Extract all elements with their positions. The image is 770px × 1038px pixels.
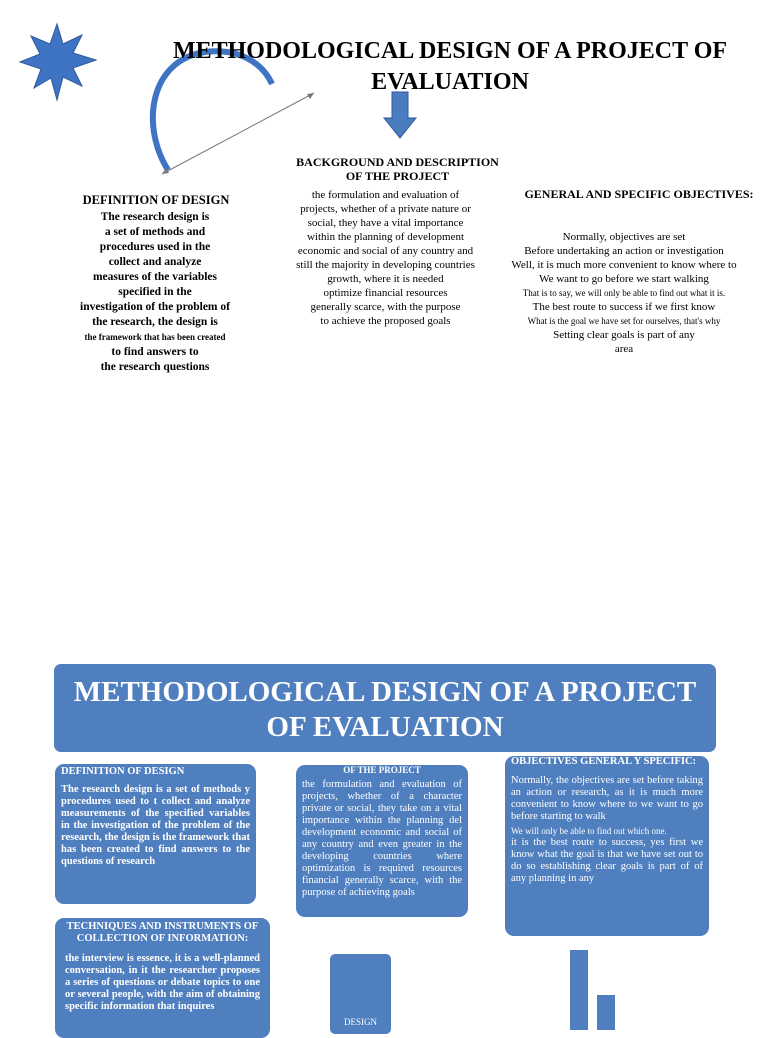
background-line: social, they have a vital importance <box>307 217 464 229</box>
poster-background-text: the formulation and evaluation of projects, whether of a character private or social, they take on a vital importance within the planning del development economic and social of any country and even greater in the developing countries where optimization is required resources financial generally scarce, with the purpose of achieving goals <box>302 779 462 898</box>
page-title <box>130 36 770 98</box>
star-burst-icon <box>20 24 96 100</box>
background-line: optimize financial resources <box>323 287 448 299</box>
objectives-text <box>490 230 758 356</box>
poster-banner-line-2: OF EVALUATION <box>266 711 504 743</box>
background-line: the formulation and evaluation of <box>311 189 460 201</box>
design-line: procedures used in the <box>99 241 211 253</box>
design-line: The research design is <box>100 211 210 223</box>
background-line: still the majority in developing countries <box>296 259 475 271</box>
poster-objectives-title: OBJECTIVES GENERAL Y SPECIFIC: <box>511 756 697 767</box>
poster-banner <box>54 664 716 752</box>
background-heading <box>285 155 510 183</box>
background-text <box>283 188 488 328</box>
poster-background-title-line-1: BACKGROUND AND DESCRIPTION <box>305 756 458 766</box>
design-text <box>40 210 270 375</box>
poster-techniques-box <box>55 918 270 1038</box>
page-title-line-2: EVALUATION <box>371 69 529 95</box>
design-line: collect and analyze <box>108 256 202 268</box>
poster-techniques-title <box>55 921 270 945</box>
objectives-line: That is to say, we will only be able to find out what it is. <box>522 288 726 298</box>
poster-design-bar-label: DESIGN <box>344 1017 377 1027</box>
poster-design-box <box>55 764 256 904</box>
poster-design-bar <box>330 954 391 1034</box>
design-line: the research questions <box>100 361 210 373</box>
objectives-line: What is the goal we have set for ourselves, that's why <box>527 316 721 326</box>
page-title-line-1: METHODOLOGICAL DESIGN OF A PROJECT OF <box>172 38 728 64</box>
design-line: to find answers to <box>111 346 199 358</box>
design-heading: DEFINITION OF DESIGN <box>82 193 230 207</box>
design-line: specified in the <box>118 286 192 298</box>
poster-techniques-title-line-1: TECHNIQUES AND INSTRUMENTS OF <box>66 921 259 932</box>
poster-objectives-box <box>505 756 709 936</box>
poster-background-box <box>296 756 468 917</box>
background-line: economic and social of any country and <box>297 245 474 257</box>
design-line: investigation of the problem of <box>80 301 230 313</box>
poster-bar-tall <box>570 950 588 1030</box>
design-line: a set of methods and <box>104 226 206 238</box>
objectives-heading: GENERAL AND SPECIFIC OBJECTIVES: <box>524 187 754 201</box>
poster-bar-short <box>597 995 615 1030</box>
poster-design-text: The research design is a set of methods y procedures used to t collect and analyze measurements of the specified variables in the investigation of the problem of the research, the design is the framework that has been created to find answers to the questions of research <box>61 784 250 867</box>
poster-banner-line-1: METHODOLOGICAL DESIGN OF A PROJECT <box>73 676 697 708</box>
design-line: the research, the design is <box>92 316 218 328</box>
background-heading-line-1: BACKGROUND AND DESCRIPTION <box>296 155 499 169</box>
poster-techniques-title-line-2: COLLECTION OF INFORMATION: <box>76 933 249 944</box>
objectives-line: Well, it is much more convenient to know where to <box>511 259 737 271</box>
background-line: within the planning of development <box>306 231 465 243</box>
poster-objectives-text-2: We will only be able to find out which one. <box>511 826 667 836</box>
background-heading-line-2: OF THE PROJECT <box>345 169 450 183</box>
objectives-line: Normally, objectives are set <box>562 231 686 243</box>
objectives-line: Setting clear goals is part of any <box>553 329 695 341</box>
background-line: to achieve the proposed goals <box>320 315 451 327</box>
poster-background-title <box>296 757 468 775</box>
background-line: projects, whether of a private nature or <box>300 203 471 215</box>
poster-objectives-text-1: Normally, the objectives are set before taking an action or research, as it is much more convenient to know where to we want to go before starting to walk <box>511 775 703 822</box>
poster-design-title: DEFINITION OF DESIGN <box>61 766 185 777</box>
down-arrow-icon <box>384 92 416 138</box>
design-line: measures of the variables <box>92 271 218 283</box>
objectives-line: We want to go before we start walking <box>539 273 709 285</box>
objectives-line: Before undertaking an action or investigation <box>524 245 724 257</box>
design-line: the framework that has been created <box>84 332 226 342</box>
poster-techniques-text: the interview is essence, it is a well-planned conversation, in it the researcher proposes a series of questions or debate topics to one or several people, with the aim of obtaining specific information that inquires <box>65 953 260 1012</box>
poster-background-title-line-2: OF THE PROJECT <box>343 765 421 775</box>
background-line: generally scarce, with the purpose <box>310 301 461 313</box>
objectives-line: area <box>614 343 634 355</box>
poster-objectives-text-3: it is the best route to success, yes first we know what the goal is that we have set out to do so establishing clear goals is part of of any planning in any <box>511 837 703 884</box>
objectives-line: The best route to success if we first know <box>532 301 716 313</box>
background-line: growth, where it is needed <box>327 273 444 285</box>
